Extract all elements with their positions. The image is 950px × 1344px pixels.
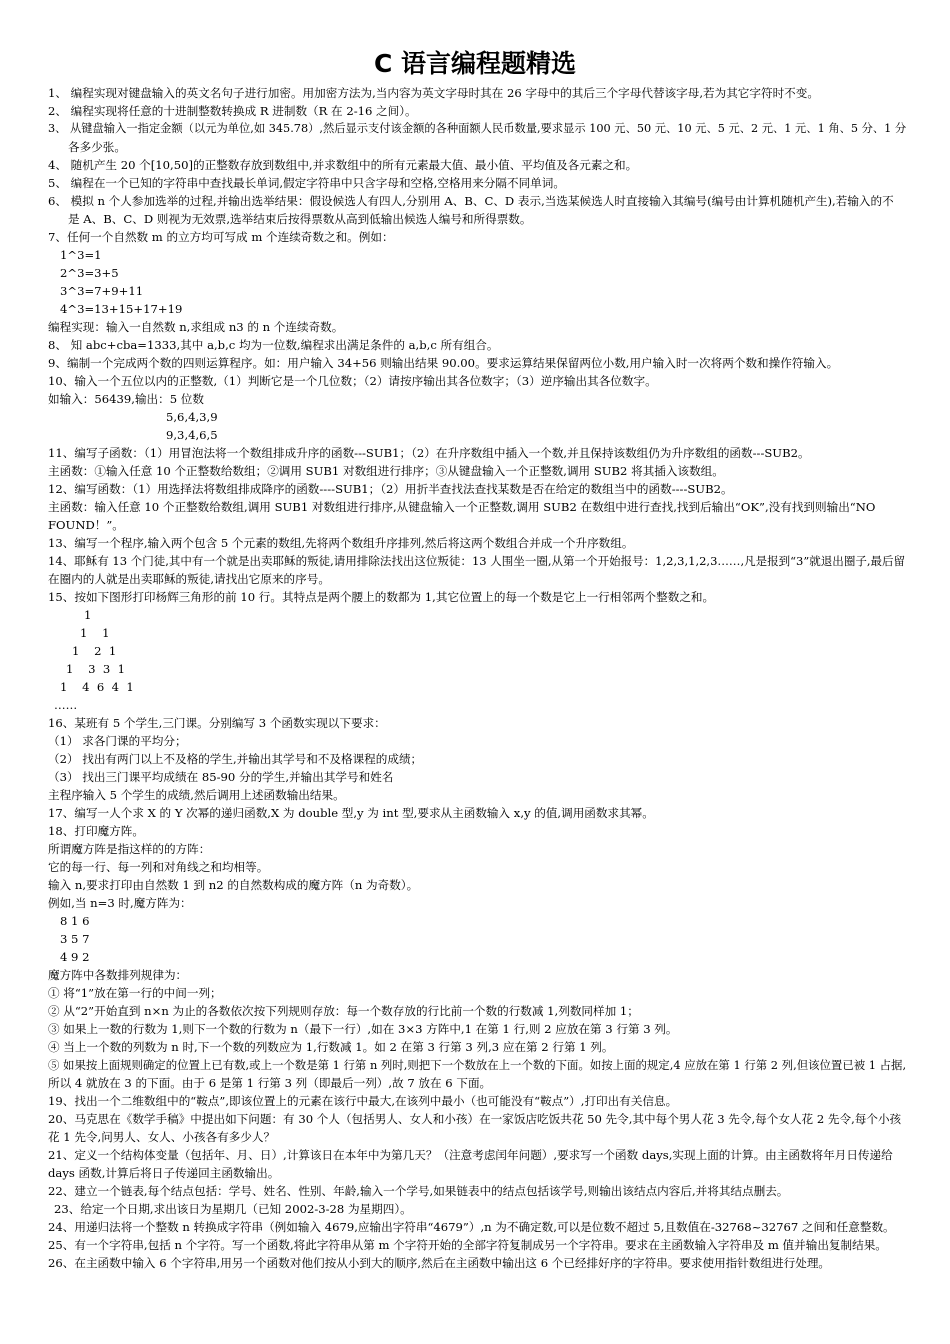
text-line: days 函数,计算后将日子传递回主函数输出。 [48,1166,280,1180]
text-line: 20、马克思在《数学手稿》中提出如下问题：有 30 个人（包括男人、女人和小孩）在一家饭店吃饭共花 50 先令,其中每个男人花 3 先令,每个女人花 2 先令,每个小孩 [48,1112,902,1126]
text-line: 5、 编程在一个已知的字符串中查找最长单词,假定字符串中只含字母和空格,空格用来分隔不同单词。 [48,176,565,190]
text-line: 是 A、B、C、D 则视为无效票,选举结束后按得票数从高到低输出候选人编号和所得票数。 [68,212,532,226]
cube-example-line: 4^3=13+15+17+19 [60,302,183,316]
text-line: 9、编制一个完成两个数的四则运算程序。如：用户输入 34+56 则输出结果 90.00。要求运算结果保留两位小数,用户输入时一次将两个数和操作符输入。 [48,356,839,370]
text-line: 如输入：56439,输出：5 位数 [48,392,204,406]
text-line: 1、 编程实现对键盘输入的英文名句子进行加密。用加密方法为,当内容为英文字母时其在 26 字母中的其后三个字母代替该字母,若为其它字符时不变。 [48,86,819,100]
text-line: 19、找出一个二维数组中的“鞍点”,即该位置上的元素在该行中最大,在该列中最小（也可能没有“鞍点”）,打印出有关信息。 [48,1094,678,1108]
triangle-row: 1 3 3 1 [66,662,125,676]
text-line: 所谓魔方阵是指这样的的方阵： [48,842,211,856]
text-line: 16、某班有 5 个学生,三门课。分别编写 3 个函数实现以下要求： [48,716,386,730]
text-line: 26、在主函数中输入 6 个字符串,用另一个函数对他们按从小到大的顺序,然后在主函数中输出这 6 个已经排好序的字符串。要求使用指针数组进行处理。 [48,1256,831,1270]
text-line: ④ 当上一个数的列数为 n 时,下一个数的列数应为 1,行数减 1。如 2 在第 3 行第 3 列,3 应在第 2 行第 1 列。 [48,1040,614,1054]
magic-square-row: 8 1 6 [60,914,90,928]
text-line: 8、 知 abc+cba=1333,其中 a,b,c 均为一位数,编程求出满足条件的 a,b,c 所有组合。 [48,338,499,352]
text-line: ② 从“2”开始直到 n×n 为止的各数依次按下列规则存放：每一个数存放的行比前一个数的行数减 1,列数同样加 1； [48,1004,639,1018]
text-line: ⑤ 如果按上面规则确定的位置上已有数,或上一个数是第 1 行第 n 列时,则把下一个数放在上一个数的下面。如按上面的规定,4 应放在第 1 行第 2 列,但该位置已被 1 占据, [48,1058,907,1072]
triangle-row: 1 [84,608,92,622]
text-line: 各多少张。 [68,140,126,154]
magic-square-row: 4 9 2 [60,950,90,964]
text-line: 编程实现：输入一自然数 n,求组成 n3 的 n 个连续奇数。 [48,320,344,334]
text-line: 12、编写函数：（1）用选择法将数组排成降序的函数----SUB1；（2）用折半查找法查找某数是否在给定的数组当中的函数----SUB2。 [48,482,733,496]
text-line: 24、用递归法将一个整数 n 转换成字符串（例如输入 4679,应输出字符串“4679”）,n 为不确定数,可以是位数不超过 5,且数值在-32768~32767 之间和任意整数。 [48,1220,895,1234]
text-line: 6、 模拟 n 个人参加选举的过程,并输出选举结果：假设候选人有四人,分别用 A、B、C、D 表示,当选某候选人时直接输入其编号(编号由计算机随机产生),若输入的不 [48,194,894,208]
text-line: 7、任何一个自然数 m 的立方均可写成 m 个连续奇数之和。例如： [48,230,394,244]
text-line: 魔方阵中各数排列规律为： [48,968,188,982]
text-line: 21、定义一个结构体变量（包括年、月、日）,计算该日在本年中为第几天？（注意考虑闰年问题）,要求写一个函数 days,实现上面的计算。由主函数将年月日传递给 [48,1148,893,1162]
text-line: 13、编写一个程序,输入两个包含 5 个元素的数组,先将两个数组升序排列,然后将这两个数组合并成一个升序数组。 [48,536,634,550]
text-line: 例如,当 n=3 时,魔方阵为： [48,896,192,910]
text-line: 11、编写子函数：（1）用冒泡法将一个数组排成升序的函数---SUB1；（2）在升序数组中插入一个数,并且保持该数组仍为升序数组的函数---SUB2。 [48,446,810,460]
text-line: 它的每一行、每一列和对角线之和均相等。 [48,860,269,874]
text-line: 17、编写一人个求 X 的 Y 次幂的递归函数,X 为 double 型,y 为 int 型,要求从主函数输入 x,y 的值,调用函数求其幂。 [48,806,654,820]
text-line: 3、 从键盘输入一指定金额（以元为单位,如 345.78）,然后显示支付该金额的各种面额人民币数量,要求显示 100 元、50 元、10 元、5 元、2 元、1 元、1 角、5 分、1 分 [48,122,907,135]
text-line: 主函数：①输入任意 10 个正整数给数组；②调用 SUB1 对数组进行排序；③从键盘输入一个正整数,调用 SUB2 将其插入该数组。 [48,464,724,478]
output-example-line: 9,3,4,6,5 [166,428,218,442]
text-line: ③ 如果上一数的行数为 1,则下一个数的行数为 n（最下一行）,如在 3×3 方阵中,1 在第 1 行,则 2 应放在第 3 行第 3 列。 [48,1022,678,1036]
text-line: （2） 找出有两门以上不及格的学生,并输出其学号和不及格课程的成绩； [48,752,423,766]
text-line: 所以 4 就放在 3 的下面。由于 6 是第 1 行第 3 列（即最后一列）,故 7 放在 6 下面。 [48,1076,492,1090]
cube-example-line: 3^3=7+9+11 [60,284,144,298]
magic-square-row: 3 5 7 [60,932,90,946]
text-line: 输入 n,要求打印由自然数 1 到 n2 的自然数构成的魔方阵（n 为奇数）。 [48,878,419,892]
text-line: 15、按如下图形打印杨辉三角形的前 10 行。其特点是两个腰上的数都为 1,其它位置上的每一个数是它上一行相邻两个整数之和。 [48,590,715,604]
text-line: 22、建立一个链表,每个结点包括：学号、姓名、性别、年龄,输入一个学号,如果链表中的结点包括该学号,则输出该结点内容后,并将其结点删去。 [48,1184,789,1198]
text-line [48,1272,910,1290]
text-line: 主函数：输入任意 10 个正整数给数组,调用 SUB1 对数组进行排序,从键盘输入一个正整数,调用 SUB2 在数组中进行查找,找到后输出“OK”,没有找到则输出“NO [48,500,876,514]
cube-example-line: 2^3=3+5 [60,266,119,280]
text-line: ① 将“1”放在第一行的中间一列； [48,986,222,1000]
output-example-line: 5,6,4,3,9 [166,410,218,424]
text-line: FOUND！”。 [48,518,124,532]
problem-list [48,84,910,1290]
text-line: 18、打印魔方阵。 [48,824,144,838]
text-line: 花 1 先令,问男人、女人、小孩各有多少人？ [48,1130,276,1144]
text-line: （1） 求各门课的平均分； [48,734,187,748]
cube-example-line: 1^3=1 [60,248,102,262]
text-line: 25、有一个字符串,包括 n 个字符。写一个函数,将此字符串从第 m 个字符开始的全部字符复制成另一个字符串。要求在主函数输入字符串及 m 值并输出复制结果。 [48,1238,887,1252]
text-line: （3） 找出三门课平均成绩在 85-90 分的学生,并输出其学号和姓名 [48,770,394,784]
page-title: C 语言编程题精选 [373,49,577,78]
text-line: 主程序输入 5 个学生的成绩,然后调用上述函数输出结果。 [48,788,345,802]
text-line: 23、给定一个日期,求出该日为星期几（已知 2002-3-28 为星期四）。 [54,1202,412,1216]
text-line: 4、 随机产生 20 个[10,50]的正整数存放到数组中,并求数组中的所有元素最大值、最小值、平均值及各元素之和。 [48,158,638,172]
text-line: 在圈内的人就是出卖耶稣的叛徒,请找出它原来的序号。 [48,572,330,586]
triangle-row: 1 4 6 4 1 [60,680,134,694]
ellipsis: …… [54,698,78,712]
triangle-row: 1 1 [80,626,110,640]
text-line: 14、耶稣有 13 个门徒,其中有一个就是出卖耶稣的叛徒,请用排除法找出这位叛徒：13 人围坐一圈,从第一个开始报号：1,2,3,1,2,3……,凡是报到“3”就退出圈子,最后留 [48,554,906,568]
triangle-row: 1 2 1 [72,644,117,658]
text-line: 10、输入一个五位以内的正整数,（1）判断它是一个几位数；（2）请按序输出其各位数字；（3）逆序输出其各位数字。 [48,374,657,388]
text-line: 2、 编程实现将任意的十进制整数转换成 R 进制数（R 在 2-16 之间）。 [48,104,417,118]
